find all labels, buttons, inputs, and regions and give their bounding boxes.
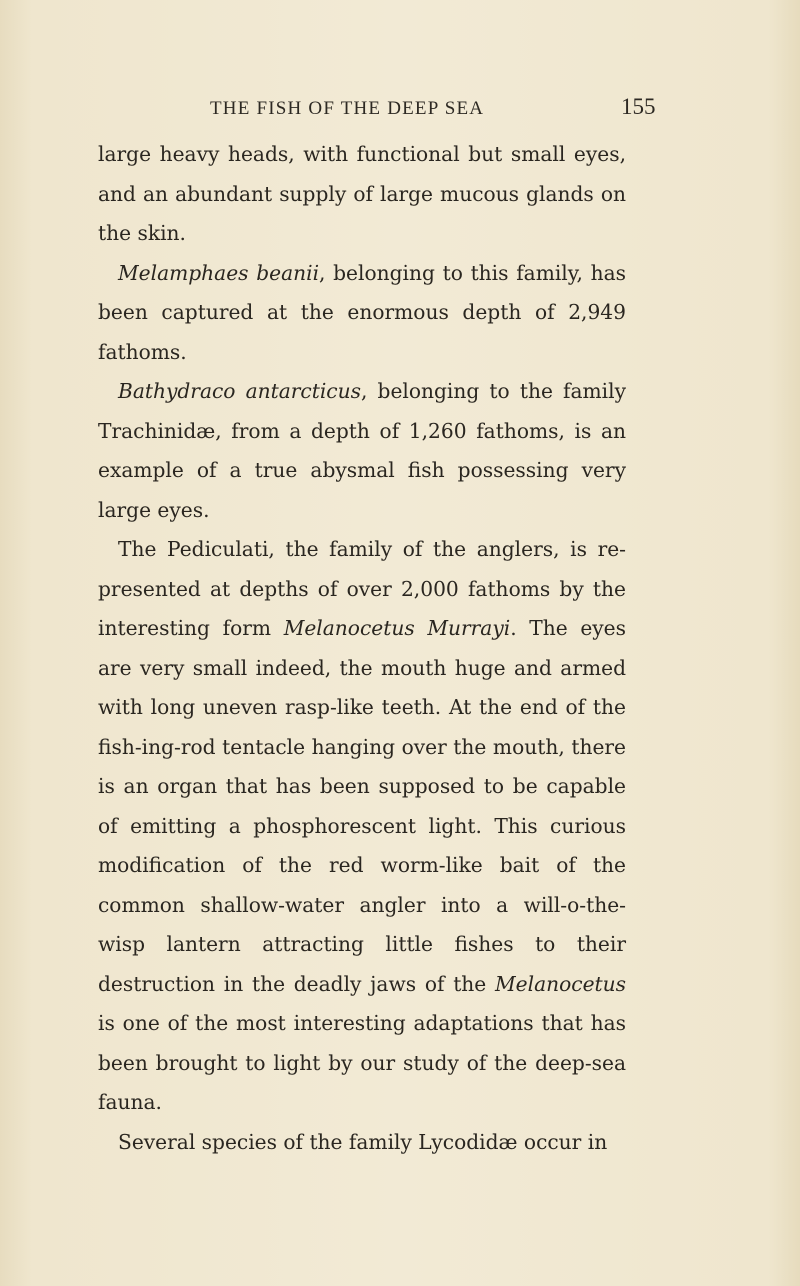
paragraph (98, 372, 626, 530)
paragraph-text: , belonging to this family, has been captured at the enormous depth of 2,949 fathoms. (98, 260, 626, 364)
paragraph-text: large heavy heads, with functional but small eyes, and an abundant supply of large mucous glands on the skin. (98, 142, 626, 245)
page-number: 155 (621, 94, 656, 119)
paragraph-text: . The eyes are very small indeed, the mouth huge and armed with long uneven rasp-like teeth. At the end of the fish-ing-rod tentacle hanging over the mouth, there is an organ that has been supposed to be capable of emitting a phosphorescent light. This curious modification of the red worm-like bait of the common shallow-water angler into a will-o-the-wisp lantern attracting little fishes to their destruction in the deadly jaws of the (98, 616, 626, 996)
species-name: Bathydraco antarcticus (118, 379, 361, 403)
paragraph-text: Several species of the family Lycodidæ occur in (118, 1129, 608, 1154)
paragraph (98, 1123, 626, 1163)
paragraph-text: , belonging to the family Trachinidæ, from a depth of 1,260 fathoms, is an example of a true abysmal fish possessing very large eyes. (98, 379, 626, 522)
species-name: Melanocetus Murrayi (283, 616, 511, 640)
running-title: THE FISH OF THE DEEP SEA (210, 98, 485, 119)
paragraph-text: The Pediculati, the family of the anglers, is re-presented at depths of over 2,000 fathoms by the interesting form (98, 537, 626, 640)
species-name: Melamphaes beanii (118, 260, 320, 285)
body-text (98, 135, 626, 1162)
paragraph-text: is one of the most interesting adaptations that has been brought to light by our study of the deep-sea fauna. (98, 1011, 626, 1114)
paragraph (98, 530, 626, 1123)
paragraph (98, 135, 626, 254)
paragraph (98, 254, 626, 373)
species-name: Melanocetus (495, 971, 626, 996)
